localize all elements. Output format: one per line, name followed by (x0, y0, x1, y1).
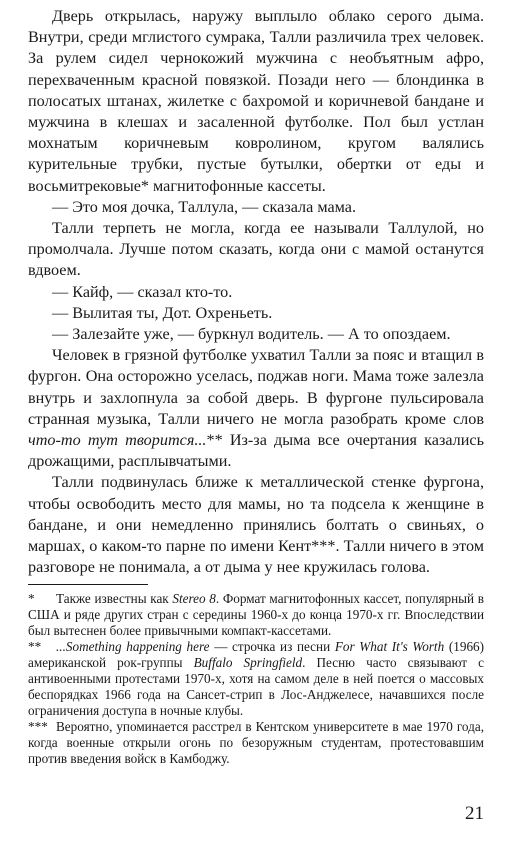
footnote-divider (28, 584, 148, 585)
paragraph-3: Талли терпеть не могла, когда ее называли Таллулой, но промолчала. Лучше потом сказать, когда они с мамой останутся вдвоем. (28, 219, 484, 280)
paragraph-1: Дверь открылась, наружу выплыло облако серого дыма. Внутри, среди мглистого сумрака, Талли различила трех человек. За рулем сидел чернокожий мужчина с необъятным афро, перехваченным красной повязкой. Позади него — блондинка в полосатых штанах, жилетке с бахромой и коричневой бандане и мужчина в клешах и засаленной футболке. Пол был устлан мохнатым коричневым ковролином, кругом валялись курительные трубки, пустые бутылки, обертки от еды и восьмитрековые* магнитофонные кассеты. (28, 7, 484, 195)
footnote-3 (28, 719, 484, 767)
paragraph-6: — Залезайте уже, — буркнул водитель. — А то опоздаем. (52, 325, 451, 344)
footnote-3-text: Вероятно, упоминается расстрел в Кентском университете в мае 1970 года, когда военные открыли огонь по безоружным студентам, протестовавшим против введения войск в Камбоджу. (28, 719, 484, 767)
footnote-3-mark: *** (28, 719, 48, 735)
footnote-2-italic-3: Buffalo Springfield (193, 655, 303, 671)
book-page (28, 6, 484, 767)
footnote-2-text-c: . Песню часто связывают с антивоенными протестами 1970-х, хотя на самом деле в ней поется о массовых беспорядках 1966 года на Сансет-стрип в Лос-Анджелесе, начавшихся после ограничения доступа в ночные клубы. (28, 655, 485, 719)
paragraph-7 (28, 345, 484, 472)
footnote-2-text-b: (1966) американской рок-группы (28, 639, 485, 671)
footnote-2-italic-2: For What It's Worth (334, 639, 445, 655)
song-lyric-italic: что-то тут творится... (28, 431, 207, 450)
footnote-1-text-b: . Формат магнитофонных кассет, популярный в США и ряде других стран с середины 1960-х до конца 1970-х гг. Впоследствии был вытеснен более привычными компакт-кассетами. (28, 591, 484, 639)
footnote-2 (28, 639, 484, 719)
page-number: 21 (465, 803, 484, 824)
footnote-2-text-a: — строчка из песни (214, 639, 331, 655)
paragraph-5: — Вылитая ты, Дот. Охреньеть. (52, 303, 273, 322)
paragraph-7-tail: ** Из-за дыма все очертания казались дрожащими, расплывчатыми. (28, 431, 484, 471)
paragraph-8: Талли подвинулась ближе к металлической стенке фургона, чтобы освободить место для мамы, но та подсела к женщине в бандане, и они немедленно принялись болтать о свиньях, о маршах, о каком-то парне по имени Кент***. Талли ничего в этом разговоре не понимала, а от дыма у нее кружилась голова. (28, 473, 484, 577)
footnote-1-italic: Stereo 8 (172, 591, 216, 607)
footnotes (28, 591, 484, 767)
footnote-1-text-a: Также известны как (56, 591, 169, 607)
footnote-1-mark: * (28, 591, 35, 607)
footnote-2-italic-1: ...Something happening here (56, 639, 210, 655)
paragraph-7-text: Человек в грязной футболке ухватил Талли за пояс и втащил в фургон. Она осторожно уселась, поджав ноги. Мама тоже залезла внутрь и захлопнула за собой дверь. В фургоне пульсировала странная музыка, Талли ничего не могла разобрать кроме слов (28, 346, 484, 428)
paragraph-4: — Кайф, — сказал кто-то. (52, 282, 233, 301)
footnote-2-mark: ** (28, 639, 42, 655)
paragraph-2: — Это моя дочка, Таллула, — сказала мама. (52, 197, 357, 216)
main-text (28, 6, 484, 578)
footnote-1 (28, 591, 484, 639)
